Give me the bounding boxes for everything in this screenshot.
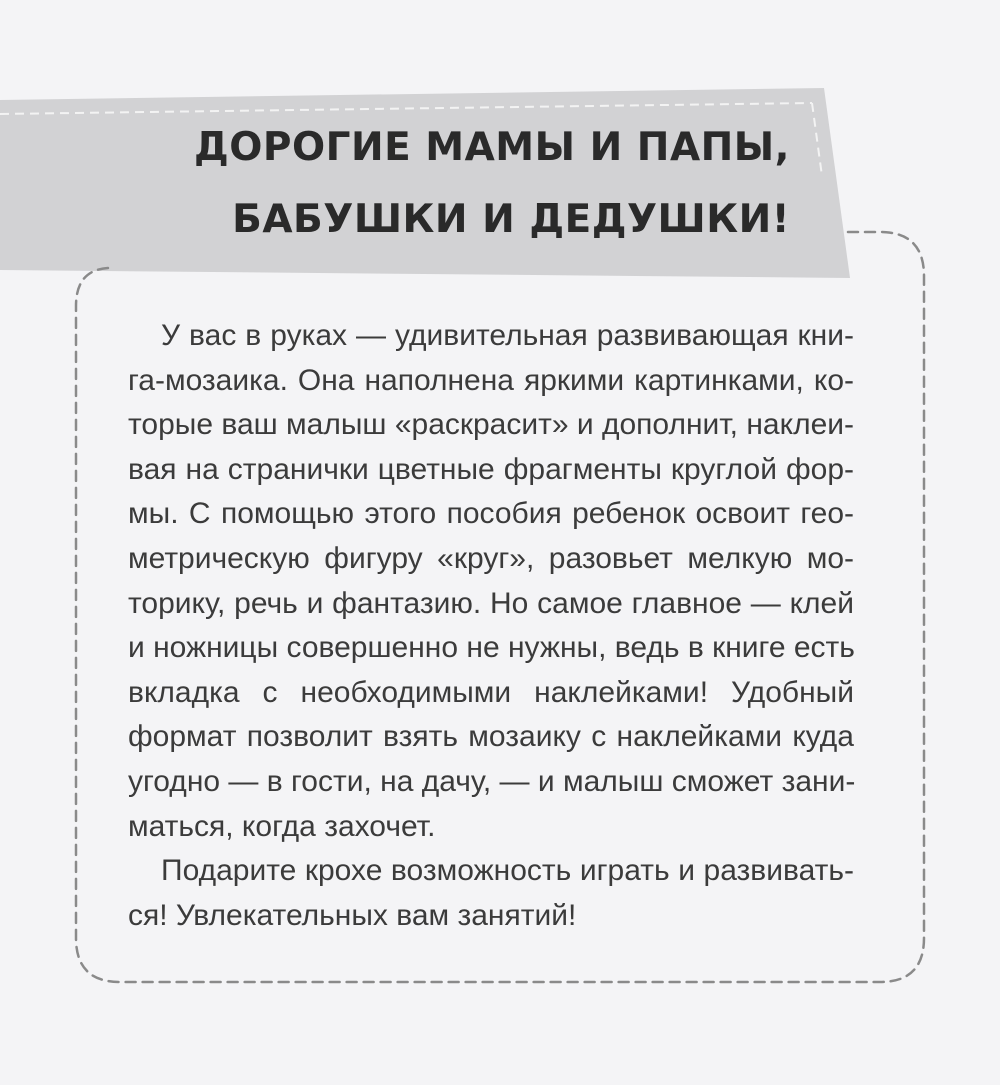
text-line: вая на странички цветные фрагменты круглой фор-: [128, 452, 854, 486]
text-line: формат позволит взять мозаику с наклейками куда: [128, 720, 854, 754]
text-line: ся! Увлекательных вам занятий!: [128, 898, 577, 932]
heading-line-1: ДОРОГИЕ МАМЫ И ПАПЫ,: [193, 125, 790, 170]
text-line: У вас в руках — удивительная развивающая кни-: [161, 319, 854, 352]
text-line: метрическую фигуру «круг», разовьет мелкую мо-: [128, 541, 854, 575]
text-line: маться, когда захочет.: [128, 809, 436, 843]
paragraph-1: [128, 314, 854, 849]
paragraph-2: [128, 849, 854, 938]
text-line: га-мозаика. Она наполнена яркими картинками, ко-: [128, 363, 854, 397]
text-line: торику, речь и фантазию. Но самое главное — клей: [128, 586, 854, 620]
text-line: Подарите крохе возможность играть и развивать-: [161, 854, 854, 888]
text-line: угодно — в гости, на дачу, — и малыш сможет зани-: [128, 764, 856, 798]
body-text: [128, 314, 854, 938]
text-line: и ножницы совершенно не нужны, ведь в книге есть: [128, 631, 855, 665]
heading-line-2: БАБУШКИ И ДЕДУШКИ!: [232, 197, 790, 242]
text-line: мы. С помощью этого пособия ребенок освоит гео-: [128, 497, 854, 531]
page-heading: [150, 112, 790, 256]
text-line: вкладка с необходимыми наклейками! Удобный: [128, 675, 854, 709]
text-line: торые ваш малыш «раскрасит» и дополнит, наклеи-: [128, 408, 855, 442]
